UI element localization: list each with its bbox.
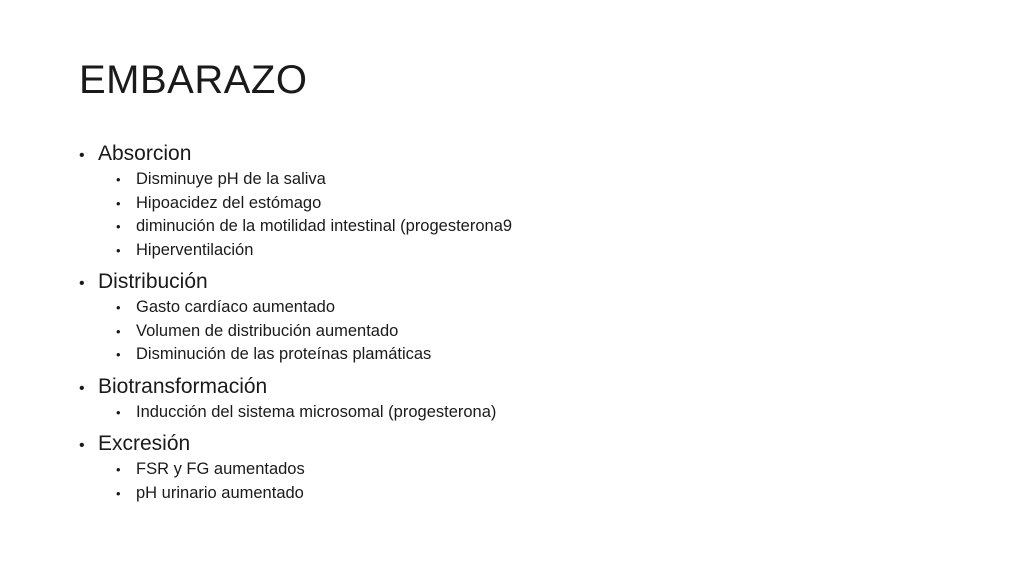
bullet-dot-icon: • bbox=[79, 437, 85, 454]
bullet-dot-icon: • bbox=[116, 404, 121, 420]
sub-bullet-text: Gasto cardíaco aumentado bbox=[136, 298, 336, 316]
sub-bullet-text: FSR y FG aumentados bbox=[136, 460, 305, 478]
sub-bullet-text: pH urinario aumentado bbox=[136, 483, 304, 502]
bullet-item-level2 bbox=[79, 239, 959, 263]
bullet-dot-icon: • bbox=[116, 195, 121, 211]
bullet-dot-icon: • bbox=[116, 485, 121, 501]
bullet-item-level2 bbox=[79, 401, 959, 425]
bullet-item-level2 bbox=[79, 458, 959, 482]
sub-bullet-list bbox=[79, 458, 959, 505]
sub-bullet-list bbox=[79, 296, 959, 367]
bullet-item-level2 bbox=[79, 215, 959, 239]
sub-bullet-text: Volumen de distribución aumentado bbox=[136, 321, 399, 340]
bullet-dot-icon: • bbox=[116, 172, 121, 187]
bullet-item-level1 bbox=[79, 430, 959, 458]
section-absorcion bbox=[79, 140, 959, 262]
bullet-item-level1 bbox=[79, 373, 959, 401]
section-excresion bbox=[79, 430, 959, 505]
bullet-item-level2 bbox=[79, 482, 959, 506]
bullet-item-level1 bbox=[79, 140, 959, 168]
bullet-dot-icon: • bbox=[79, 275, 85, 292]
bullet-dot-icon: • bbox=[116, 242, 121, 258]
bullet-dot-icon: • bbox=[116, 347, 121, 362]
bullet-dot-icon: • bbox=[79, 147, 85, 164]
bullet-item-level2 bbox=[79, 296, 959, 320]
bullet-item-level1 bbox=[79, 268, 959, 296]
bullet-dot-icon: • bbox=[116, 323, 121, 339]
section-heading: Absorcion bbox=[98, 142, 192, 165]
bullet-dot-icon: • bbox=[79, 379, 85, 397]
sub-bullet-text: Disminución de las proteínas plamáticas bbox=[136, 345, 432, 363]
section-biotransformacion bbox=[79, 373, 959, 425]
bullet-dot-icon: • bbox=[116, 219, 121, 234]
sub-bullet-text: Inducción del sistema microsomal (progesterona) bbox=[136, 402, 497, 421]
sub-bullet-text: Disminuye pH de la saliva bbox=[136, 170, 326, 188]
bullet-content bbox=[79, 140, 959, 511]
sub-bullet-list bbox=[79, 401, 959, 425]
sub-bullet-text: diminución de la motilidad intestinal (progesterona9 bbox=[136, 217, 513, 235]
section-distribucion bbox=[79, 268, 959, 367]
bullet-item-level2 bbox=[79, 343, 959, 367]
section-heading: Excresión bbox=[98, 432, 191, 455]
sub-bullet-list bbox=[79, 168, 959, 262]
slide-title: EMBARAZO bbox=[79, 58, 308, 102]
section-heading: Distribución bbox=[98, 270, 208, 293]
section-heading: Biotransformación bbox=[98, 374, 268, 398]
bullet-dot-icon: • bbox=[116, 462, 121, 477]
bullet-item-level2 bbox=[79, 192, 959, 216]
bullet-dot-icon: • bbox=[116, 300, 121, 315]
bullet-item-level2 bbox=[79, 320, 959, 344]
sub-bullet-text: Hiperventilación bbox=[136, 240, 254, 259]
bullet-item-level2 bbox=[79, 168, 959, 192]
sub-bullet-text: Hipoacidez del estómago bbox=[136, 193, 322, 212]
